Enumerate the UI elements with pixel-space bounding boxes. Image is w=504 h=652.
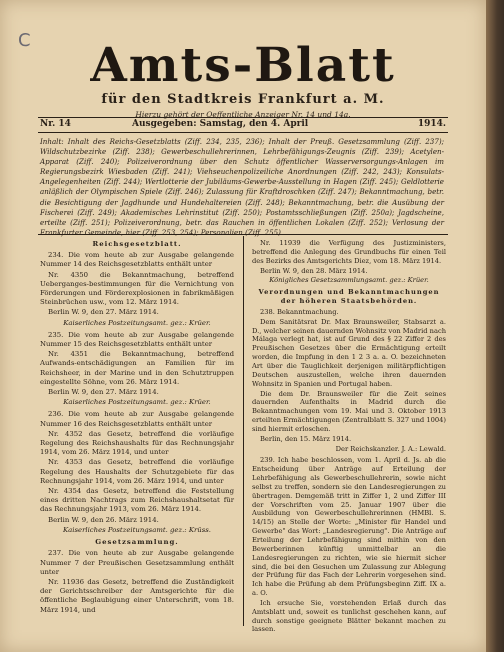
paragraph: 237. Die von heute ab zur Ausgabe gelangende Nummer 7 der Preußischen Gesetzsammlung enthält unter <box>40 549 234 576</box>
signature-line: Der Reichskanzler. J. A.: Lewald. <box>335 444 446 453</box>
section-heading: Reichsgesetzblatt. <box>92 240 182 248</box>
paragraph: Ich ersuche Sie, vorstehenden Erlaß durch das Amtsblatt und, soweit es tunlichst geschehen kann, auf durch sonstige geeignete Blätter bekannt machen zu lassen. <box>252 598 446 634</box>
paragraph: Nr. 4354 das Gesetz, betreffend die Feststellung eines dritten Nachtrags zum Reichshaushaltsetat für das Rechnungsjahr 1913, vom 26. März 1914. <box>40 487 234 514</box>
signature-line: Königliches Gesetzsammlungsamt. gez.: Krüer. <box>269 276 429 285</box>
section-heading: Gesetzsammlung. <box>95 538 179 547</box>
pencil-mark: C <box>18 30 31 51</box>
column-divider <box>243 236 244 626</box>
paragraph: Nr. 4351 die Bekanntmachung, betreffend Aufwands-entschädigungen an Familien für im Reichsheer, in der Marine und in den Schutztruppen eingestellte Söhne, vom 26. März 1914. <box>40 350 234 386</box>
paragraph: Nr. 4353 das Gesetz, betreffend die vorläufige Regelung des Haushalts der Schutzgebiete für das Rechnungsjahr 1914, vom 26. März 1914, und unter <box>40 458 234 485</box>
paragraph: Berlin, den 15. März 1914. <box>260 434 352 443</box>
supplement-note: Hierzu gehört der Oeffentliche Anzeiger Nr. 14 und 14a. <box>135 110 351 119</box>
paragraph: Nr. 4350 die Bekanntmachung, betreffend Ueberganges-bestimmungen für die Vernichtung von Förderungen und Förderexplosionen in fabrikmäßigen Steinbrüchen usw., vom 12. März 1914. <box>40 270 234 307</box>
issue-line <box>40 119 446 132</box>
signature-line: Kaiserliches Postzeitungsamt. gez.: Krüss. <box>63 525 211 534</box>
right-column <box>252 239 446 635</box>
book-binding <box>486 0 504 652</box>
section-heading: Verordnungen und Bekanntmachungen der höheren Staatsbehörden. <box>258 288 440 306</box>
paragraph: Dem Sanitätsrat Dr. Max Braunsweiler, Stabsarzt a. D., welcher seinen dauernden Wohnsitz von Madrid nach Málaga verlegt hat, ist auf Grund des § 22 Ziffer 2 des Preußischen Gesetzes über die Ermächtigung erteilt worden, die Impfung in den 1 2 3 a. a. O. bezeichneten Art über die Tauglichkeit derjenigen militärpflichtigen Deutschen auszustellen, welche ihren dauernden Wohnsitz in Spanien und Portugal haben. <box>252 317 446 388</box>
paragraph: 238. Bekanntmachung. <box>260 307 339 316</box>
paragraph: 239. Ich habe beschlossen, vom 1. April d. Js. ab die Entscheidung über Anträge auf Erteilung der Lehrbefähigung als Gewerbeschullehrerin, sowie nicht selbst zu treffen, sondern sie den Landesregierungen zu übertragen. Demgemäß tritt in Ziffer 1, 2 und Ziffer III der Vorschriften vom 25. Januar 1907 über die Ausbildung von Gewerbeschullehrerinnen (HMBl. S. 14/15) an Stelle der Worte: „Minister für Handel und Gewerbe" das Wort: „Landesregierung". Die Anträge auf Erteilung der Lehrbefähigung sind mithin von den Bewerberinnen künftig unmittelbar an die Landesregierungen zu richten, wie sie hiermit sicher sind, die bei den Gesuchen um Zulassung zur Ablegung der Prüfung für das Fach der Lehrerin vorgesehen sind. Ich habe die Prüfung ab dem Prüfungsbeginn Ziff. IX a. a. O. <box>252 456 446 598</box>
issue-date: Ausgegeben: Samstag, den 4. April <box>132 119 309 129</box>
paragraph: Berlin W. 9, den 27. März 1914. <box>48 308 159 317</box>
paragraph: Die dem Dr. Braunsweiler für die Zeit seines dauernden Aufenthalts in Madrid durch die Bekanntmachungen vom 19. Mai und 3. Oktober 1913 erteilten Ermächtigungen (Zentralblatt S. 327 und 1004) sind hiermit erloschen. <box>252 389 446 433</box>
left-column <box>40 239 234 616</box>
issue-number: Nr. 14 <box>40 119 71 129</box>
divider <box>38 234 448 235</box>
paragraph: Berlin W. 9, den 27. März 1914. <box>48 388 159 397</box>
paragraph: Nr. 11936 das Gesetz, betreffend die Zuständigkeit der Gerichtsschreiber der Amtsgerichte für die öffentliche Beglaubigung einer Unterschrift, vom 18. März 1914, und <box>40 577 234 614</box>
paragraph: 235. Die vom heute ab zur Ausgabe gelangende Nummer 15 des Reichsgesetzblatts enthält unter <box>40 330 234 349</box>
table-of-contents: Inhalt: Inhalt des Reichs-Gesetzblatts (Ziff. 234, 235, 236); Inhalt der Preuß. Gesetzsammlung (Ziff. 237); Wildschutzbezirke (Ziff. 238); Gewerbeschullehrerinnen, Lehrbefähigungs-Zeugnis (Ziff. 239); Acetylen-Apparat (Ziff. 240); Polizeiverordnung über den Schutz öffentlicher Wasserversorgungs-Anlagen im Regierungsbezirk Wiesbaden (Ziff. 241); Viehseuchenpolizeiliche Anordnungen (Ziff. 242, 243); Konsulats-Angelegenheiten (Ziff. 244); Wertlotterie der Jubiläums-Gewerbe-Ausstellung in Hagen (Ziff. 245); Geldlotterie anläßlich der Olympischen Spiele (Ziff. 246); Zulassung für Kraftdroschken (Ziff. 247); Bekanntmachung, betr. die Besichtigung der Jagdhunde und Hundehaltereien (Ziff. 248); Bekanntmachung, betr. die Ausübung der Fischerei (Ziff. 249); Akademisches Lehrinstitut (Ziff. 250); Postamtsschließungen (Ziff. 250a); Jagdscheine, erteilte (Ziff. 251); Polizeiverordnung, betr. das Rauchen in öffentlichen Lokalen (Ziff. 252); Verlosung der Frankfurter Gemeinde, hier (Ziff. 253, 254); Personalien (Ziff. 255). <box>40 137 444 237</box>
divider <box>38 117 448 118</box>
paragraph: Berlin W. 9, den 26. März 1914. <box>48 515 159 524</box>
issue-year: 1914. <box>417 119 446 129</box>
signature-line: Kaiserliches Postzeitungsamt. gez.: Krüer. <box>63 318 211 327</box>
divider <box>38 132 448 133</box>
signature-line: Kaiserliches Postzeitungsamt. gez.: Krüer. <box>63 398 211 407</box>
paragraph: Nr. 4352 das Gesetz, betreffend die vorläufige Regelung des Reichshaushalts für das Rechnungsjahr 1914, vom 26. März 1914, und unter <box>40 429 234 457</box>
paragraph: 234. Die vom heute ab zur Ausgabe gelangende Nummer 14 des Reichsgesetzblatts enthält unter <box>40 251 234 269</box>
masthead-title: Amts-Blatt <box>90 38 396 93</box>
paragraph: Nr. 11939 die Verfügung des Justizministers, betreffend die Anlegung des Grundbuchs für einen Teil des Bezirks des Amtsgerichts Diez, vom 18. März 1914. <box>252 239 446 265</box>
paragraph: 236. Die vom heute ab zur Ausgabe gelangende Nummer 16 des Reichsgesetzblatts enthält unter <box>40 410 234 428</box>
masthead-subtitle: für den Stadtkreis Frankfurt a. M. <box>101 92 385 107</box>
paragraph: Berlin W. 9, den 28. März 1914. <box>260 266 368 275</box>
